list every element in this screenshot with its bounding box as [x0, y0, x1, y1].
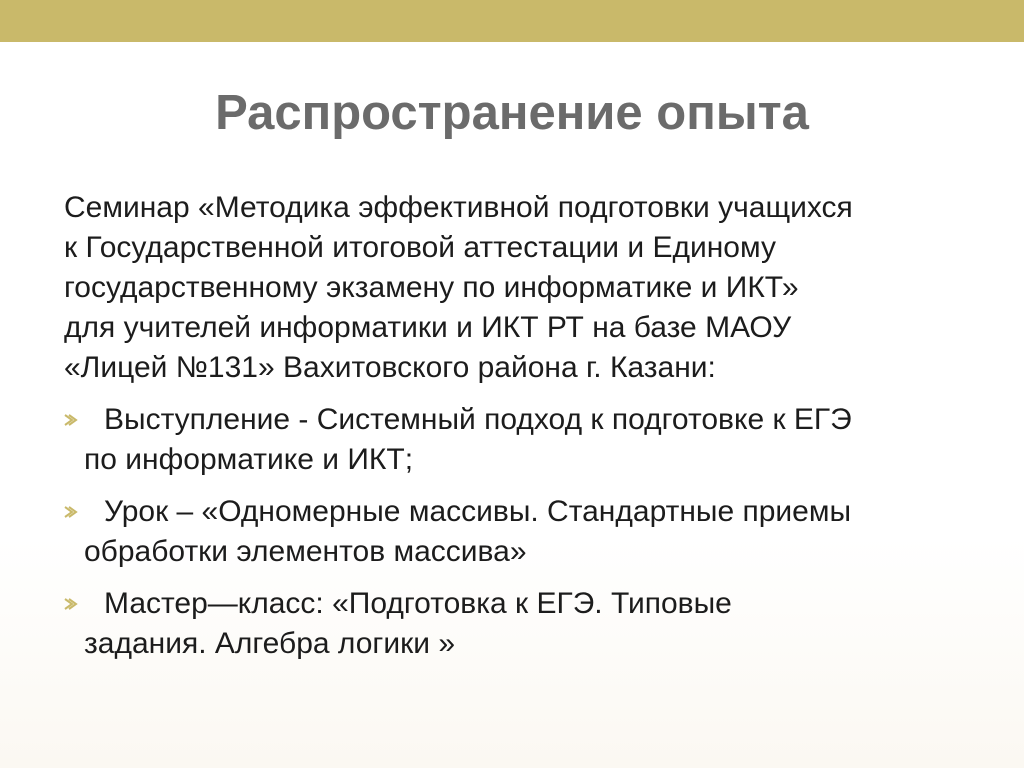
bullet-item	[64, 400, 984, 480]
bullet-line: обработки элементов массива»	[84, 535, 527, 568]
bullet-line: Выступление - Системный подход к подготовке к ЕГЭ	[104, 403, 852, 436]
bullet-line: Урок – «Одномерные массивы. Стандартные приемы	[104, 495, 852, 528]
bullet-line: задания. Алгебра логики »	[84, 627, 456, 660]
top-accent-bar	[0, 0, 1024, 42]
arrow-right-icon	[64, 597, 78, 611]
bullet-text	[84, 584, 984, 664]
bullet-line: Мастер—класс: «Подготовка к ЕГЭ. Типовые	[104, 587, 732, 620]
slide-title: Распространение опыта	[215, 86, 809, 140]
intro-line: государственному экзамену по информатике и ИКТ»	[64, 271, 799, 304]
bullet-item	[64, 584, 984, 664]
bullet-text	[84, 492, 984, 572]
arrow-right-icon	[64, 505, 78, 519]
bullet-item	[64, 492, 984, 572]
intro-paragraph	[64, 188, 984, 388]
intro-line: «Лицей №131» Вахитовского района г. Казани:	[64, 351, 716, 384]
bullet-list	[64, 400, 984, 676]
intro-line: Семинар «Методика эффективной подготовки учащихся	[64, 191, 853, 224]
intro-line: к Государственной итоговой аттестации и Единому	[64, 231, 776, 264]
bullet-text	[84, 400, 984, 480]
intro-line: для учителей информатики и ИКТ РТ на базе МАОУ	[64, 311, 792, 344]
arrow-right-icon	[64, 413, 78, 427]
bullet-line: по информатике и ИКТ;	[84, 443, 414, 476]
